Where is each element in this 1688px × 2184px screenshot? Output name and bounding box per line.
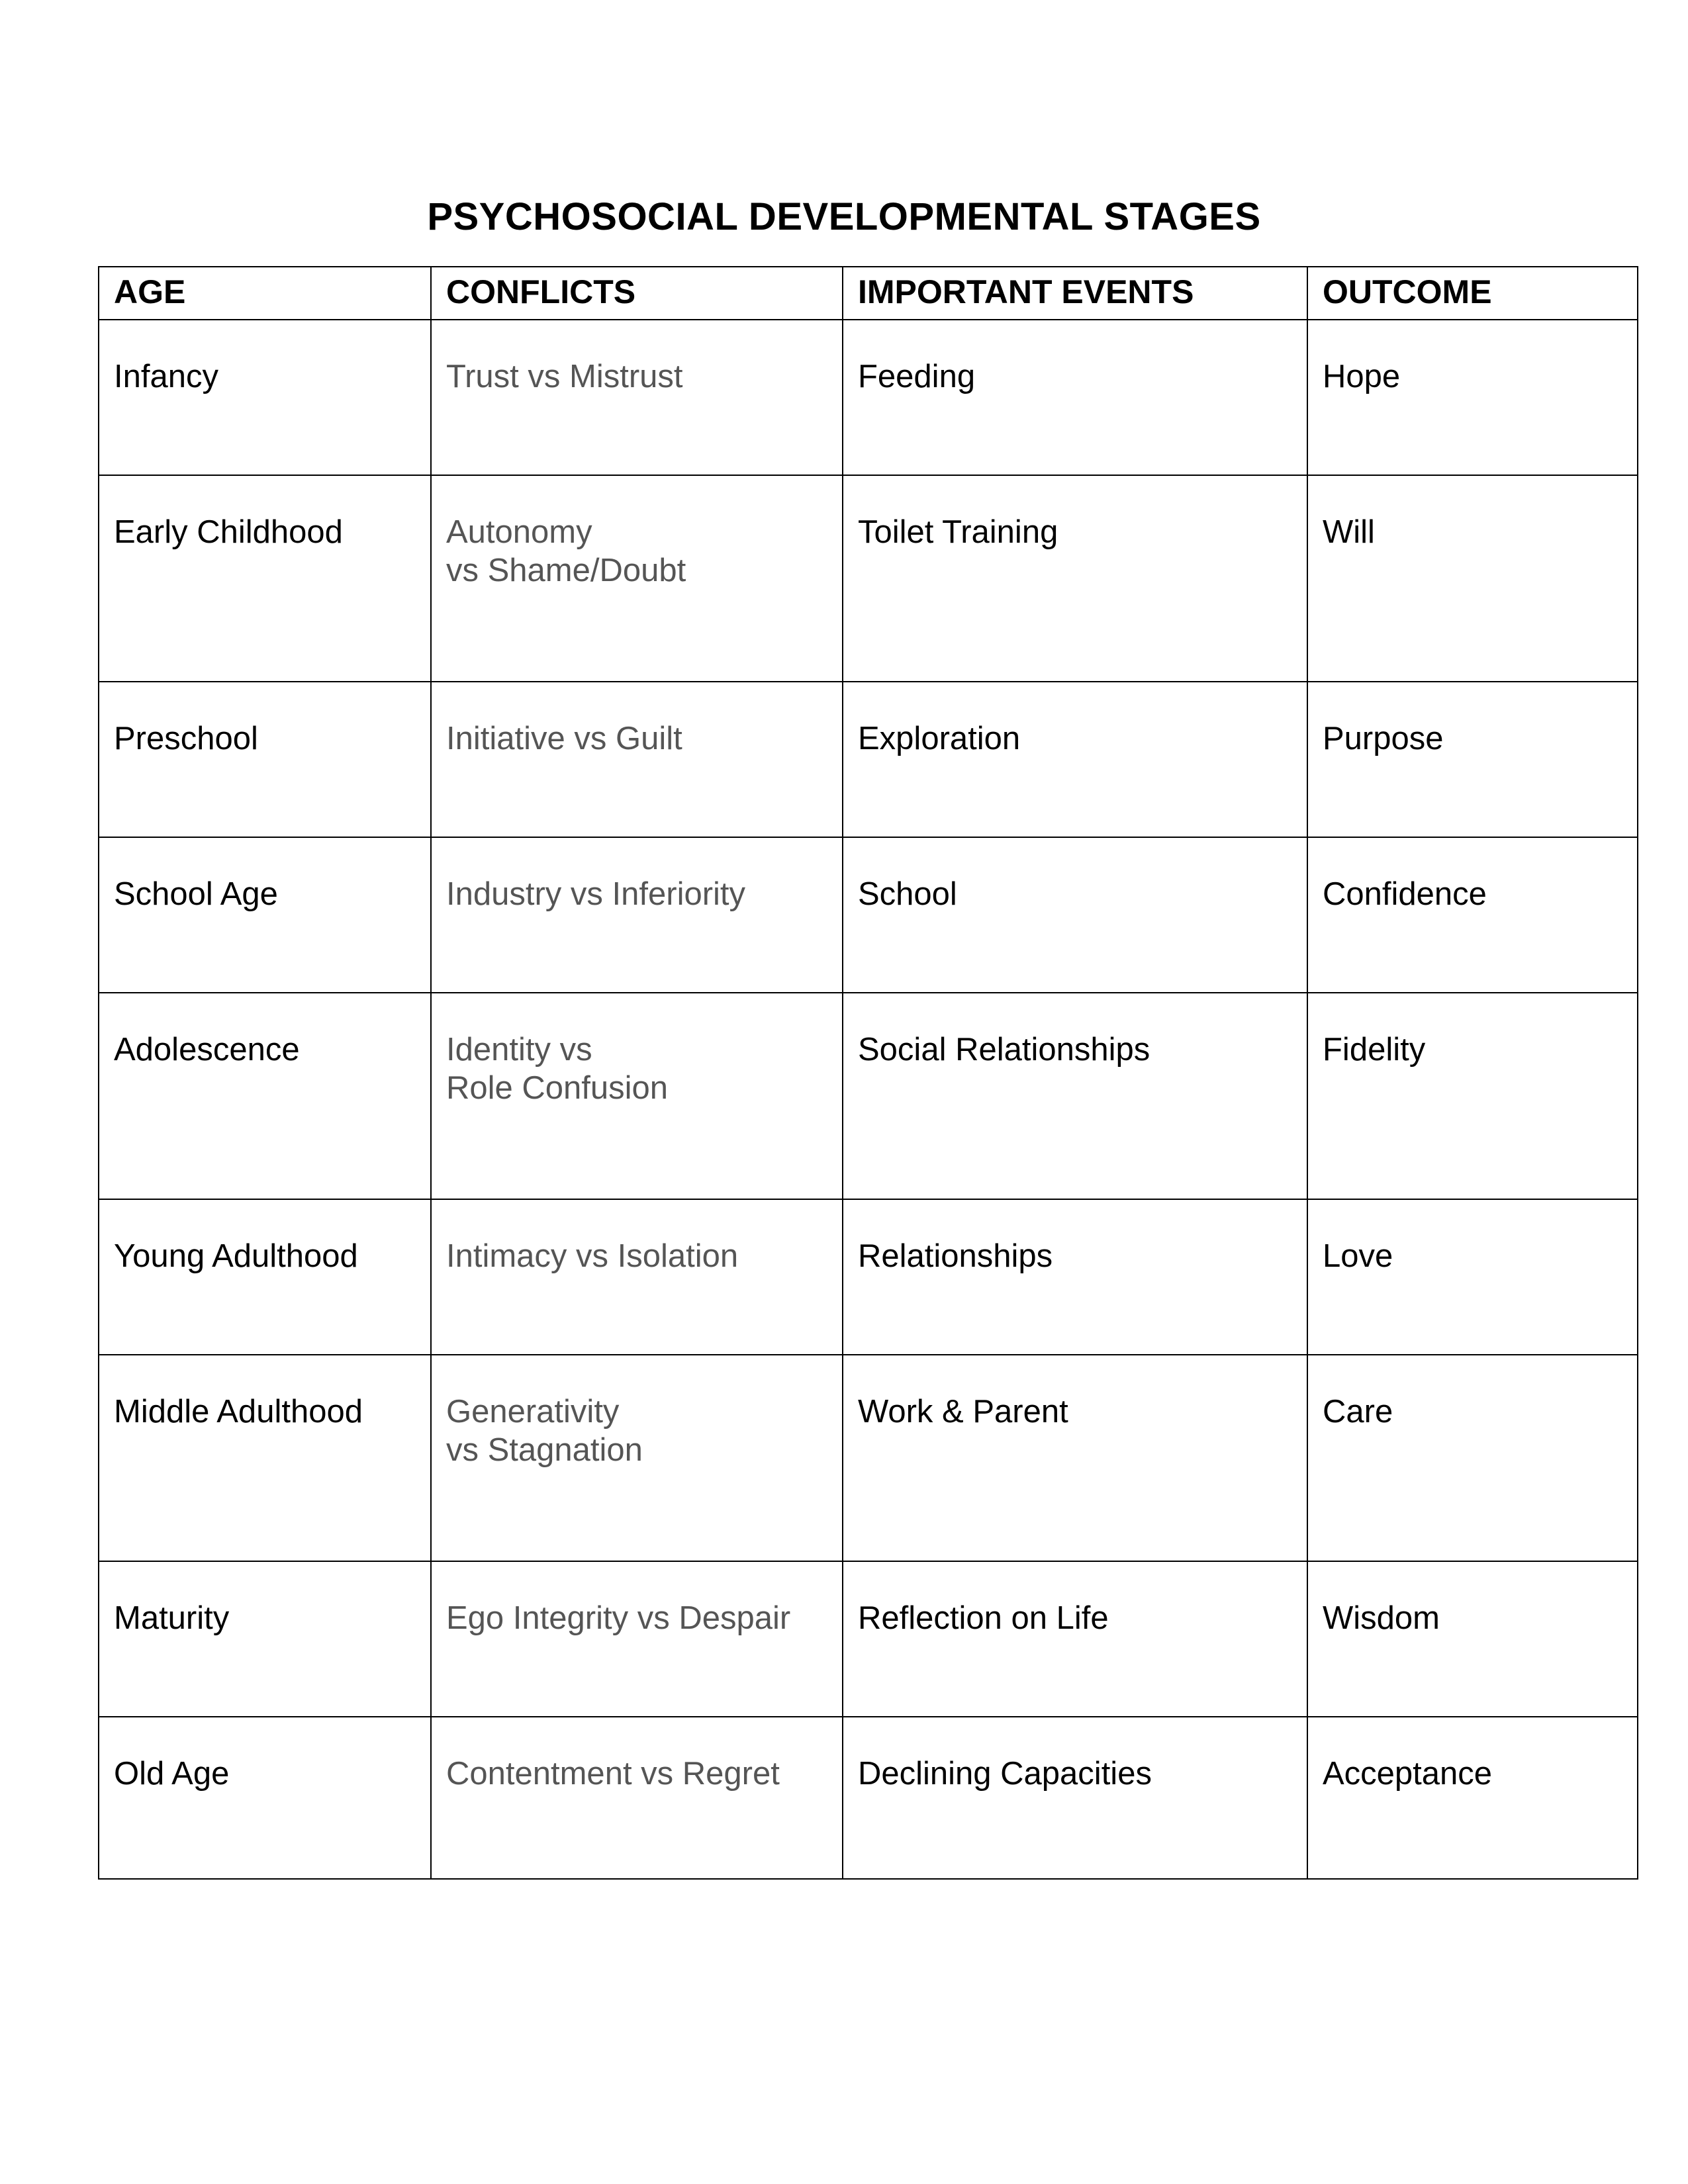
event-cell: Work & Parent <box>843 1355 1307 1561</box>
event-cell: Social Relationships <box>843 993 1307 1199</box>
outcome-cell: Will <box>1307 475 1638 682</box>
table-row <box>99 837 1638 993</box>
table-row <box>99 475 1638 682</box>
outcome-cell: Purpose <box>1307 682 1638 837</box>
table-row <box>99 993 1638 1199</box>
page-title: PSYCHOSOCIAL DEVELOPMENTAL STAGES <box>427 195 1261 238</box>
stages-table <box>98 266 1638 1880</box>
table-row <box>99 320 1638 475</box>
table-row <box>99 1561 1638 1717</box>
age-cell: Preschool <box>99 682 431 837</box>
header-outcome: OUTCOME <box>1307 267 1638 320</box>
outcome-cell: Acceptance <box>1307 1717 1638 1879</box>
header-age: AGE <box>99 267 431 320</box>
event-cell: Feeding <box>843 320 1307 475</box>
conflict-cell: Identity vs Role Confusion <box>431 993 843 1199</box>
age-cell: Maturity <box>99 1561 431 1717</box>
event-cell: Declining Capacities <box>843 1717 1307 1879</box>
age-cell: School Age <box>99 837 431 993</box>
conflict-cell: Ego Integrity vs Despair <box>431 1561 843 1717</box>
outcome-cell: Fidelity <box>1307 993 1638 1199</box>
outcome-cell: Wisdom <box>1307 1561 1638 1717</box>
conflict-cell: Contentment vs Regret <box>431 1717 843 1879</box>
age-cell: Old Age <box>99 1717 431 1879</box>
conflict-cell: Autonomy vs Shame/Doubt <box>431 475 843 682</box>
outcome-cell: Care <box>1307 1355 1638 1561</box>
conflict-cell: Trust vs Mistrust <box>431 320 843 475</box>
table-row <box>99 1717 1638 1879</box>
age-cell: Infancy <box>99 320 431 475</box>
outcome-cell: Confidence <box>1307 837 1638 993</box>
table-row <box>99 1199 1638 1355</box>
table-row <box>99 682 1638 837</box>
event-cell: Toilet Training <box>843 475 1307 682</box>
table-header-row <box>99 267 1638 320</box>
age-cell: Middle Adulthood <box>99 1355 431 1561</box>
outcome-cell: Hope <box>1307 320 1638 475</box>
conflict-cell: Industry vs Inferiority <box>431 837 843 993</box>
event-cell: Exploration <box>843 682 1307 837</box>
event-cell: Reflection on Life <box>843 1561 1307 1717</box>
age-cell: Early Childhood <box>99 475 431 682</box>
outcome-cell: Love <box>1307 1199 1638 1355</box>
table-row <box>99 1355 1638 1561</box>
age-cell: Young Adulthood <box>99 1199 431 1355</box>
conflict-cell: Intimacy vs Isolation <box>431 1199 843 1355</box>
conflict-cell: Generativity vs Stagnation <box>431 1355 843 1561</box>
header-conflicts: CONFLICTS <box>431 267 843 320</box>
event-cell: Relationships <box>843 1199 1307 1355</box>
header-important-events: IMPORTANT EVENTS <box>843 267 1307 320</box>
event-cell: School <box>843 837 1307 993</box>
age-cell: Adolescence <box>99 993 431 1199</box>
conflict-cell: Initiative vs Guilt <box>431 682 843 837</box>
